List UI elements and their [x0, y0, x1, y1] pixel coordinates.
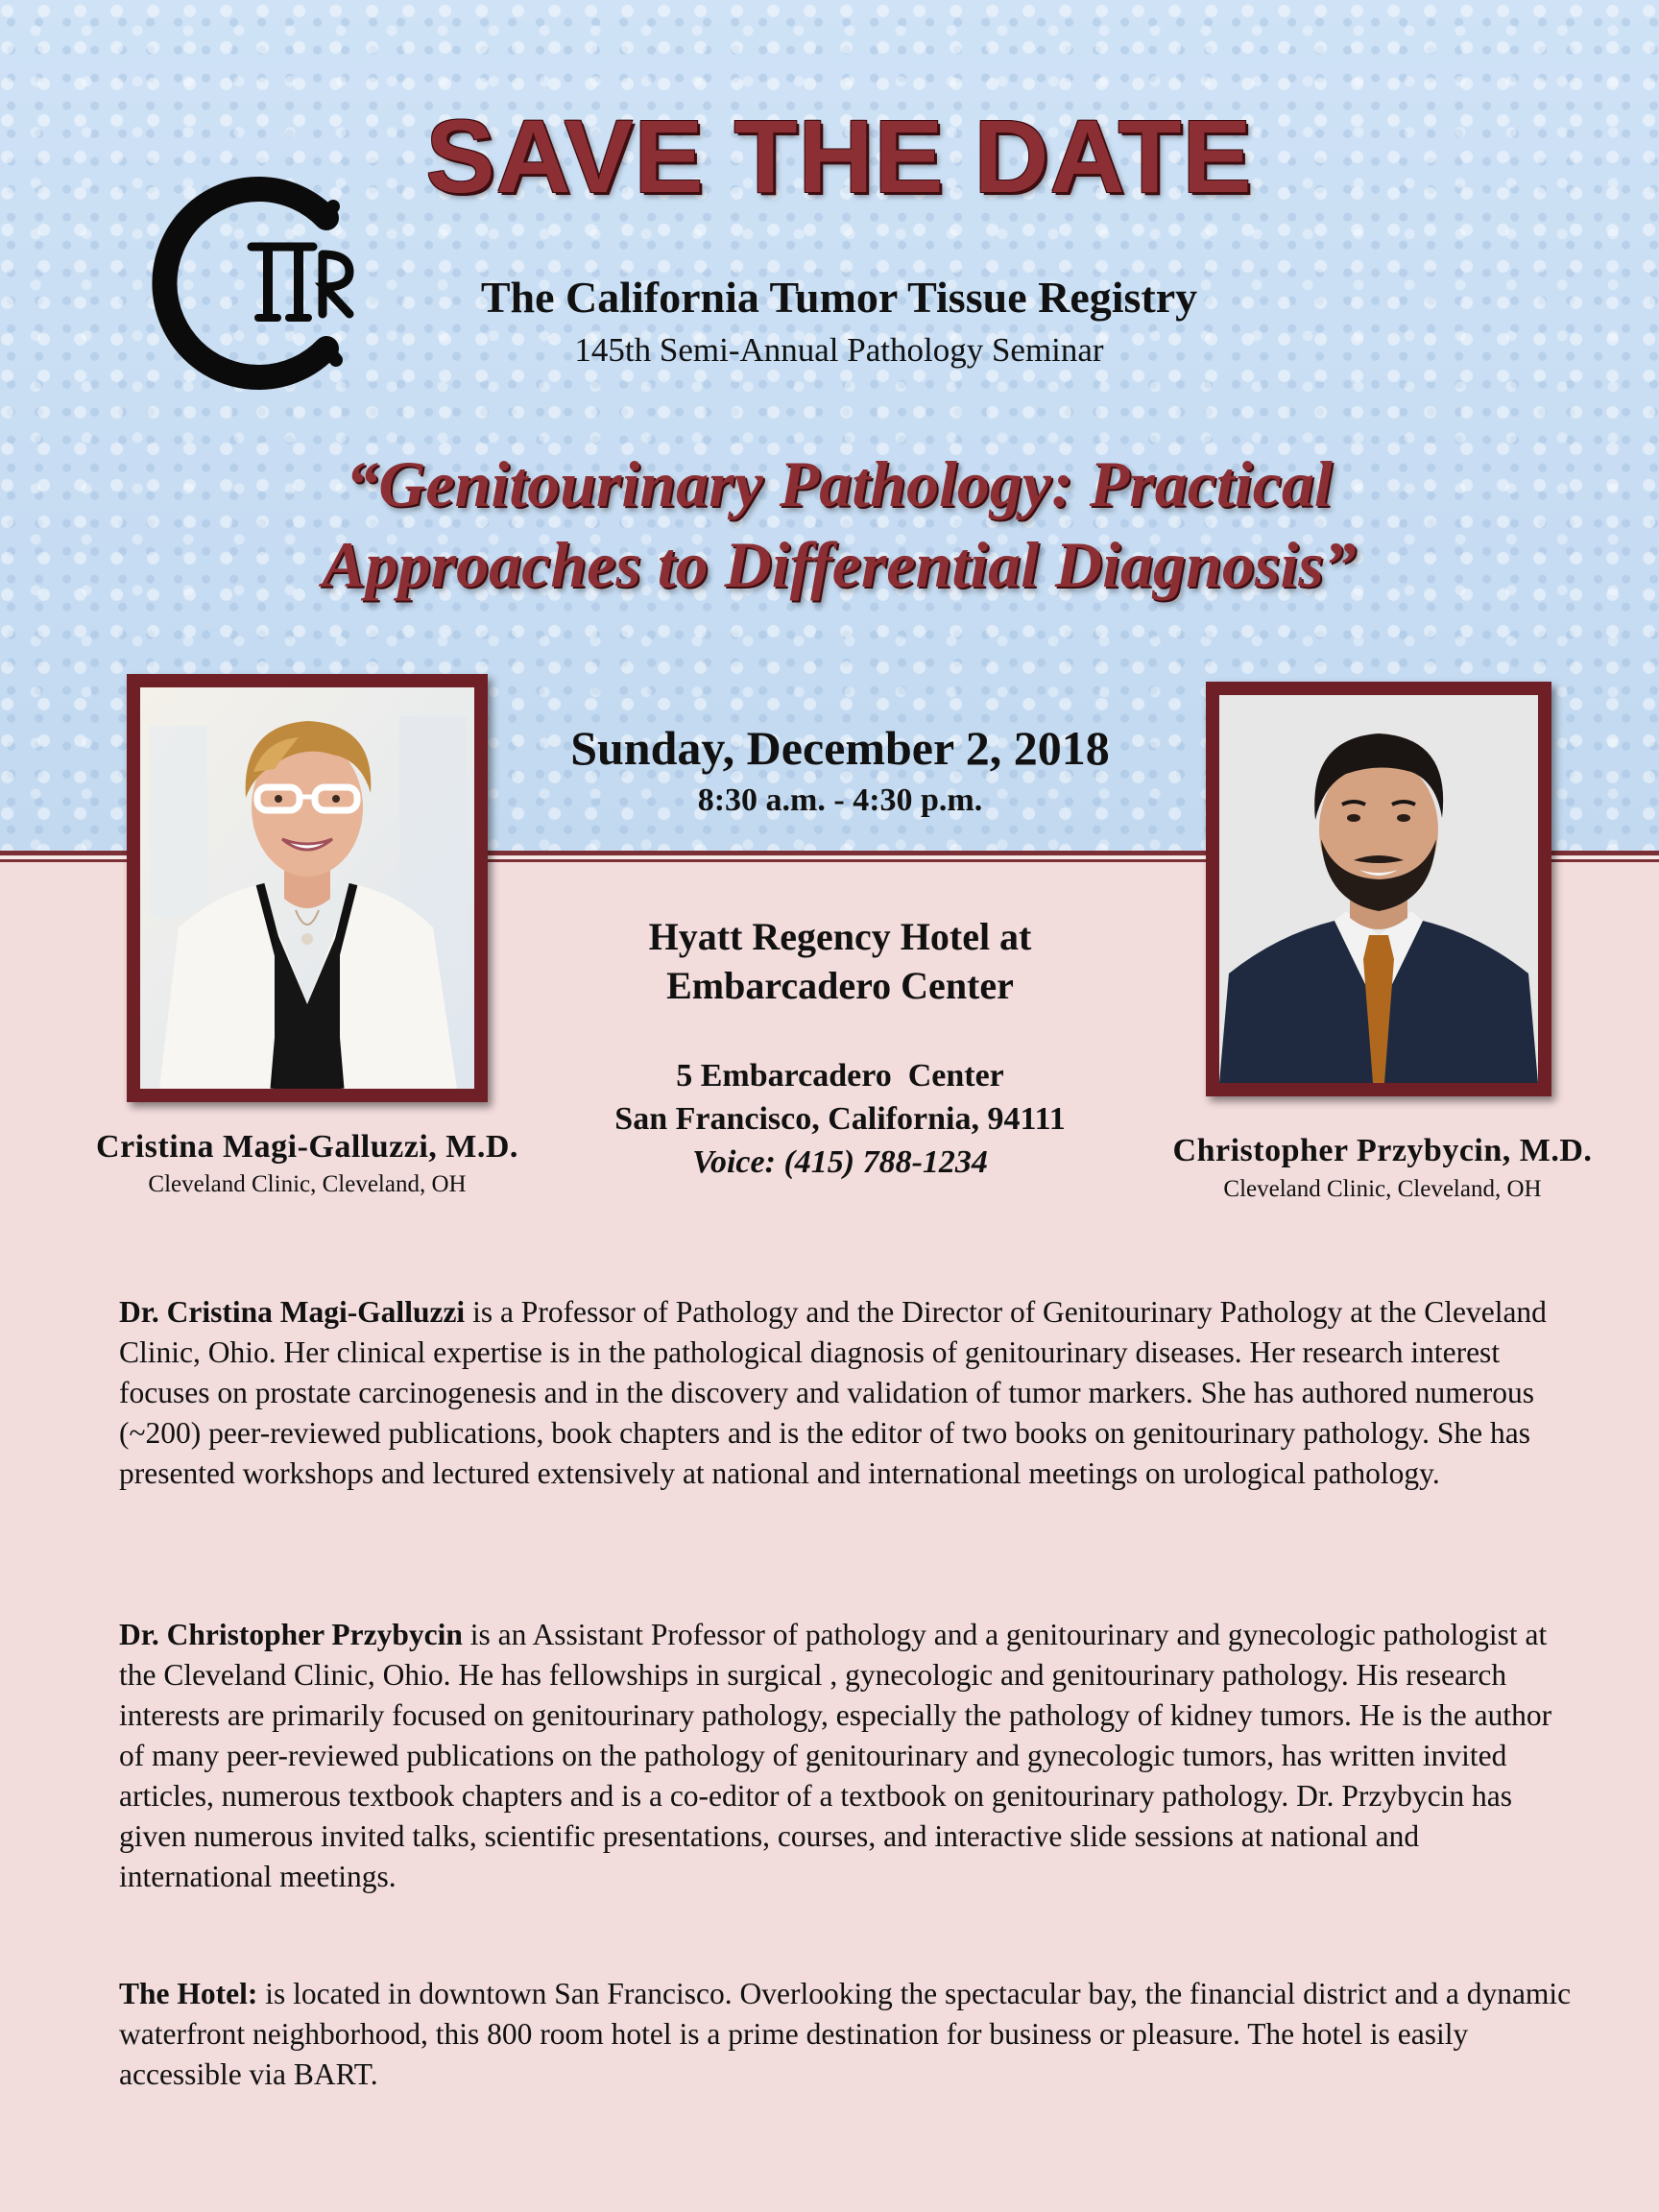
speaker-photo-magi-galluzzi: [140, 687, 474, 1089]
voice-phone: Voice: (415) 788-1234: [692, 1144, 988, 1180]
bio-lead: Dr. Cristina Magi-Galluzzi: [119, 1295, 466, 1329]
speaker-photo-frame-left: [127, 674, 488, 1102]
seminar-subtitle: 145th Semi-Annual Pathology Seminar: [574, 331, 1104, 369]
topic-line-1: “Genitourinary Pathology: Practical: [346, 447, 1333, 520]
organization-name: The California Tumor Tissue Registry: [480, 273, 1198, 322]
topic-line-2: Approaches to Differential Diagnosis”: [322, 528, 1357, 601]
bio-magi-galluzzi: [119, 1292, 1578, 1494]
speaker-photo-frame-right: [1206, 682, 1551, 1096]
cttr-logo: [144, 168, 374, 398]
hotel-description: [119, 1974, 1578, 2095]
venue-line-2: Embarcadero Center: [666, 964, 1014, 1007]
event-time: 8:30 a.m. - 4:30 p.m.: [697, 782, 983, 818]
save-the-date-title: SAVE THE DATE: [425, 98, 1253, 214]
speaker-photo-przybycin: [1219, 695, 1538, 1083]
bio-lead: Dr. Christopher Przybycin: [119, 1618, 463, 1651]
event-venue: [480, 912, 1200, 1010]
event-date: Sunday, December 2, 2018: [570, 721, 1110, 775]
bio-text: is located in downtown San Francisco. Overlooking the spectacular bay, the financial district and a dynamic waterfront neighborhood, this 800 room hotel is a prime destination for business or pleasure. The hotel is easily accessible via BART.: [119, 1977, 1572, 2091]
bio-text: is an Assistant Professor of pathology and a genitourinary and gynecologic pathologist at the Cleveland Clinic, Ohio. He has fellowships in surgical , gynecologic and genitourinary pathology. His research interests are primarily focused on genitourinary pathology, especially the pathology of kidney tumors. He is the author of many peer-reviewed publications on the pathology of genitourinary and gynecologic tumors, has written invited articles, numerous textbook chapters and is a co-editor of a textbook on genitourinary pathology. Dr. Przybycin has given numerous invited talks, scientific presentations, courses, and interactive slide sessions at national and international meetings.: [119, 1618, 1552, 1893]
speaker-affiliation-left: Cleveland Clinic, Cleveland, OH: [148, 1171, 467, 1197]
bio-przybycin: [119, 1615, 1578, 1897]
venue-line-1: Hyatt Regency Hotel at: [648, 915, 1032, 958]
seminar-topic: [173, 444, 1505, 605]
speaker-name-right: Christopher Przybycin, M.D.: [1172, 1133, 1593, 1168]
event-address: [480, 1054, 1200, 1184]
speaker-name-left: Cristina Magi-Galluzzi, M.D.: [96, 1129, 518, 1165]
bio-text: is a Professor of Pathology and the Director of Genitourinary Pathology at the Cleveland Clinic, Ohio. Her clinical expertise is in the pathological diagnosis of genitourinary diseases. Her research interest focuses on prostate carcinogenesis and in the discovery and validation of tumor markers. She has authored numerous (~200) peer-reviewed publications, book chapters and is the editor of two books on genitourinary pathology. She has presented workshops and lectured extensively at national and international meetings on urological pathology.: [119, 1295, 1547, 1490]
bio-lead: The Hotel:: [119, 1977, 258, 2010]
address-line-1: 5 Embarcadero Center: [676, 1058, 1004, 1094]
address-line-2: San Francisco, California, 94111: [614, 1101, 1066, 1137]
speaker-affiliation-right: Cleveland Clinic, Cleveland, OH: [1223, 1176, 1542, 1202]
